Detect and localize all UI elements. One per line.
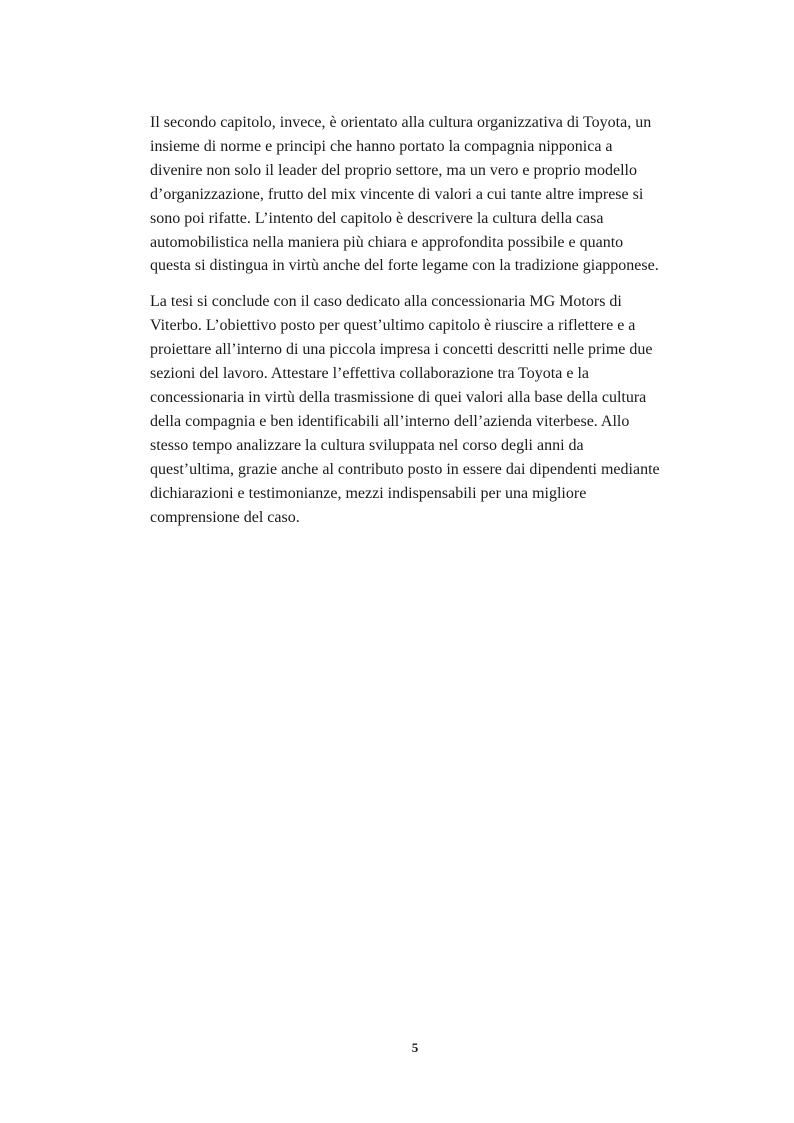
body-text	[150, 111, 660, 541]
paragraph-second-chapter: Il secondo capitolo, invece, è orientato alla cultura organizzativa di Toyota, un insieme di norme e principi che hanno portato la compagnia nipponica a divenire non solo il leader del proprio settore, ma un vero e proprio modello d’organizzazione, frutto del mix vincente di valori a cui tante altre imprese si sono poi rifatte. L’intento del capitolo è descrivere la cultura della casa automobilistica nella maniera più chiara e approfondita possibile e quanto questa si distingua in virtù anche del forte legame con la tradizione giapponese.	[150, 114, 659, 275]
paragraph-thesis-conclusion: La tesi si conclude con il caso dedicato alla concessionaria MG Motors di Viterbo. L’obiettivo posto per quest’ultimo capitolo è riuscire a riflettere e a proiettare all’interno di una piccola impresa i concetti descritti nelle prime due sezioni del lavoro. Attestare l’effettiva collaborazione tra Toyota e la concessionaria in virtù della trasmissione di quei valori alla base della cultura della compagnia e ben identificabili all’interno dell’azienda viterbese. Allo stesso tempo analizzare la cultura sviluppata nel corso degli anni da quest’ultima, grazie anche al contributo posto in essere dai dipendenti mediante dichiarazioni e testimonianze, mezzi indispensabili per una migliore comprensione del caso.	[150, 293, 660, 526]
page-number: 5	[411, 1040, 419, 1055]
